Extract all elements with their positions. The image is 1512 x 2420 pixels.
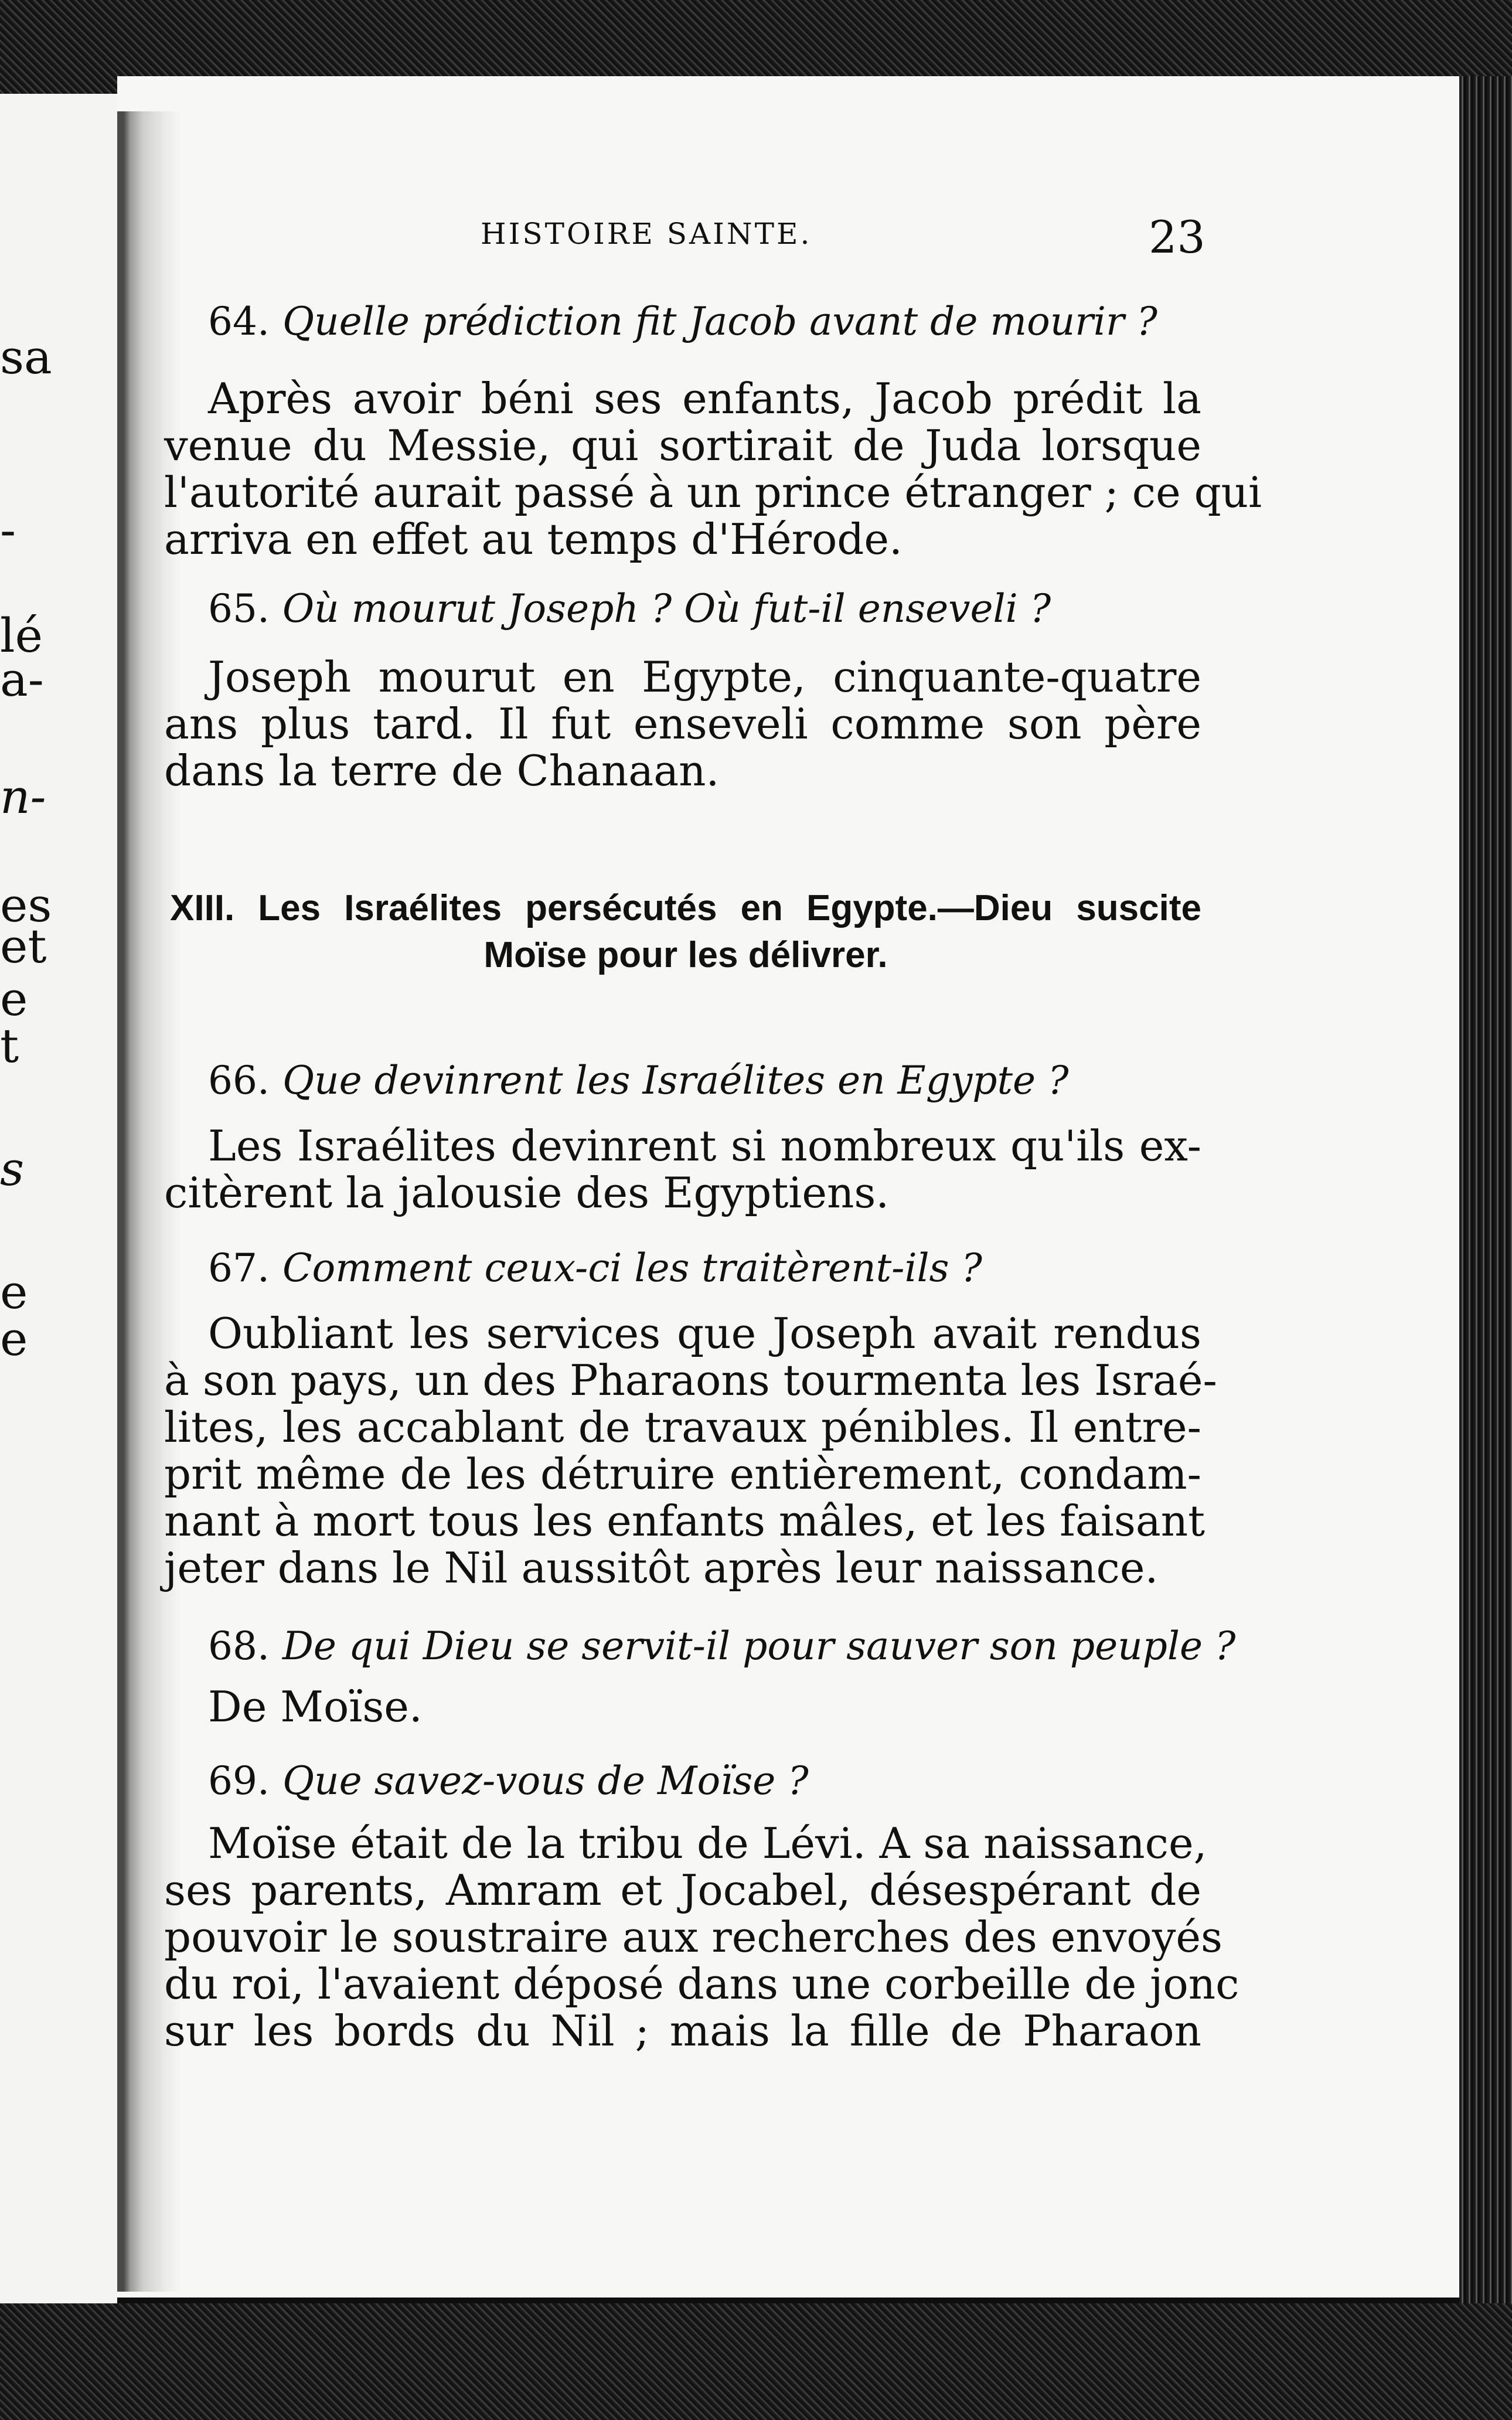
answer-line: Moïse était de la tribu de Lévi. A sa naissance,: [208, 1819, 1207, 1868]
facing-page-fragment: et: [0, 919, 47, 974]
facing-page-fragment: e: [0, 1312, 28, 1366]
answer-line: Les Israélites devinrent si nombreux qu'ils ex-: [208, 1121, 1201, 1170]
question-66: [208, 1058, 1204, 1103]
question-text: Où mourut Joseph ? Où fut-il enseveli ?: [282, 586, 1051, 631]
answer-line: sur les bords du Nil ; mais la fille de Pharaon: [164, 2006, 1201, 2055]
question-text: Comment ceux-ci les traitèrent-ils ?: [282, 1245, 982, 1291]
section-title: [170, 885, 1201, 979]
question-text: De qui Dieu se servit-il pour sauver son peuple ?: [282, 1623, 1236, 1669]
running-title: HISTOIRE SAINTE.: [481, 217, 812, 251]
facing-page-fragment: -: [0, 503, 16, 557]
answer-65: [164, 653, 1201, 794]
facing-page-fragment: sa: [0, 330, 52, 384]
section-title-line: Moïse pour les délivrer.: [483, 935, 888, 975]
question-69: [208, 1758, 1204, 1803]
answer-line: pouvoir le soustraire aux recherches des envoyés: [164, 1912, 1222, 1962]
facing-page-fragment: e: [0, 972, 28, 1026]
answer-67: [164, 1309, 1217, 1592]
facing-page-fragment: n-: [0, 770, 46, 824]
answer-line: nant à mort tous les enfants mâles, et les faisant: [164, 1496, 1205, 1546]
answer-line: Après avoir béni ses enfants, Jacob prédit la: [208, 374, 1201, 423]
facing-page-fragment: es: [0, 878, 52, 932]
question-65: [208, 586, 1204, 631]
facing-page-fragment: e: [0, 1265, 28, 1319]
facing-page-fragment: t: [0, 1019, 19, 1073]
answer-line: l'autorité aurait passé à un prince étranger ; ce qui: [164, 468, 1262, 517]
answer-line: du roi, l'avaient déposé dans une corbeille de jonc: [164, 1959, 1239, 2009]
question-64: [208, 299, 1204, 344]
question-68: [208, 1623, 1236, 1669]
answer-68: De Moïse.: [208, 1682, 423, 1731]
question-number: 64.: [208, 299, 270, 344]
question-number: 69.: [208, 1758, 270, 1803]
facing-page-strip: [0, 94, 117, 2303]
question-text: Que savez-vous de Moïse ?: [282, 1758, 809, 1803]
facing-page-fragment: lé: [0, 608, 43, 663]
answer-line: ans plus tard. Il fut enseveli comme son père: [164, 699, 1201, 748]
section-title-line: XIII. Les Israélites persécutés en Egypte.—Dieu suscite: [170, 888, 1201, 928]
answer-line: jeter dans le Nil aussitôt après leur naissance.: [164, 1543, 1159, 1592]
question-text: Quelle prédiction fit Jacob avant de mourir ?: [282, 299, 1157, 344]
answer-line: lites, les accablant de travaux pénibles. Il entre-: [164, 1403, 1201, 1452]
answer-64: [164, 374, 1262, 564]
answer-line: dans la terre de Chanaan.: [164, 746, 720, 795]
answer-line: Joseph mourut en Egypte, cinquante-quatre: [208, 652, 1201, 702]
question-number: 67.: [208, 1245, 270, 1291]
question-number: 66.: [208, 1058, 270, 1103]
question-number: 68.: [208, 1623, 270, 1669]
scan-border-bottom: [0, 2303, 1512, 2420]
answer-line: citèrent la jalousie des Egyptiens.: [164, 1168, 890, 1217]
facing-page-fragment: s: [0, 1142, 25, 1196]
answer-line: ses parents, Amram et Jocabel, désespérant de: [164, 1866, 1201, 1915]
answer-line: à son pays, un des Pharaons tourmenta les Israé-: [164, 1356, 1217, 1405]
answer-line: prit même de les détruire entièrement, condam-: [164, 1449, 1201, 1499]
question-67: [208, 1245, 1204, 1291]
answer-line: venue du Messie, qui sortirait de Juda lorsque: [164, 421, 1201, 470]
answer-69: [164, 1819, 1239, 2055]
scan-border-right: [1459, 76, 1512, 2303]
question-number: 65.: [208, 586, 270, 631]
answer-line: arriva en effet au temps d'Hérode.: [164, 515, 903, 564]
question-text: Que devinrent les Israélites en Egypte ?: [282, 1058, 1069, 1103]
answer-66: [164, 1122, 1201, 1216]
page-number: 23: [1149, 211, 1205, 263]
answer-line: Oubliant les services que Joseph avait rendus: [208, 1309, 1201, 1358]
facing-page-fragment: a-: [0, 652, 44, 707]
